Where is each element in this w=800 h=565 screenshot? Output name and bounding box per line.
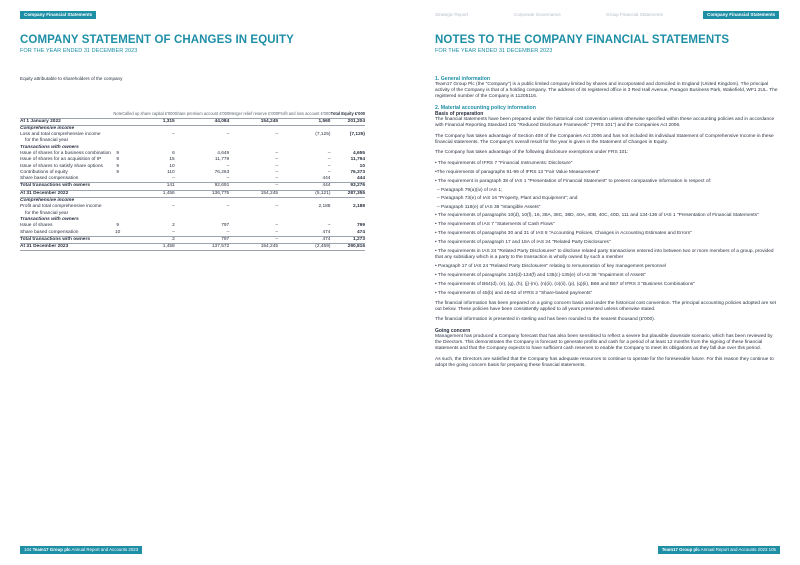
list-item: • The requirements of B64(d), (e), (g), (h), (j)-(m), (n)(ii), (o)(ii), (p), (q)(ii), B66 and B67 of IFRS 3 "Business Combinations"	[435, 282, 695, 288]
left-footer	[20, 546, 142, 554]
list-item: • The requirements of 45(b) and 46-52 of IFRS 2 "Share-based payments"	[435, 291, 593, 297]
table-row: Loss and total comprehensive income – – – (7,125) (7,125)	[20, 132, 365, 138]
section-heading-row: Comprehensive income	[20, 198, 75, 204]
list-item: • The requirements of paragraphs 10(d), 10(f), 16, 38A, 38C, 38D, 40A, 40B, 40C, 40D, 111 and 134-136 of IAS 1 "Presentation of Financial Statements"	[435, 212, 759, 218]
page-title: NOTES TO THE COMPANY FINANCIAL STATEMENTS	[435, 34, 730, 46]
right-top-nav	[400, 11, 800, 21]
table-row: Share based compensation – – – 444 444	[20, 176, 365, 182]
list-item: • The requirements of paragraphs 134(d)-134(f) and 135(c)-135(e) of IAS 36 "Impairment of Assets"	[435, 273, 647, 279]
subtotal-row: Total transactions with owners 2 797 – 474 1,273	[20, 236, 365, 242]
list-subitem: – Paragraph 118(e) of IAS 38 "Intangible Assets"	[437, 204, 541, 210]
list-item: • The requirements of paragraph 17 and 18A of IAS 24 "Related Party Disclosures"	[435, 239, 611, 245]
subheading-basis: Basis of preparation	[435, 110, 484, 117]
paragraph: The Company has taken advantage of Section 408 of the Companies Act 2006 and has not included its individual Statement of Comprehensive Income in these financial statements. The Company's overall result for the year is given in the Statement of Changes in Equity.	[435, 133, 774, 145]
table-row: Issue of shares for a business combination 9 6 4,649 – – 4,655	[20, 150, 365, 156]
header-share-capital: Called up share capital £'000	[122, 88, 175, 118]
list-item: • The requirements of IAS 7 "Statements of Cash Flows"	[435, 221, 555, 227]
table-row: Profit and total comprehensive income – – – 2,188 2,188	[20, 204, 365, 210]
list-subitem: – Paragraph 73(e) of IAS 16 "Property, Plant and Equipment"; and	[437, 196, 578, 202]
table-row: Contributions of equity 9 110 76,263 – – 76,373	[20, 169, 365, 175]
page-subtitle: FOR THE YEAR ENDED 31 DECEMBER 2023	[20, 48, 138, 54]
footer-company: Team17 Group plc	[661, 547, 700, 552]
header-label	[20, 88, 113, 118]
list-item: • Paragraph 17 of IAS 24 "Related Party Disclosures" relating to remuneration of key management personnel	[435, 264, 666, 270]
right-footer	[658, 546, 780, 554]
header-note: Note	[113, 88, 122, 118]
balance-row: At 31 December 2023 1,458 137,572 154,245 (2,459) 290,816	[20, 244, 365, 250]
left-top-nav	[0, 11, 400, 21]
tab-group-financial-statements[interactable]: Group Financial Statements	[606, 12, 663, 17]
paragraph: Team17 Group Plc (the "Company") is a public limited company limited by shares and incorporated and domiciled in England (United Kingdom). The principal activity of the Company is that of a holding company. The address of its registered office is 3 Red Hall Avenue, Paragon Business Park, Wakefield, WF1 2UL. The registered number of the Company is 11205116.	[435, 82, 778, 100]
list-item: • The requirements of paragraphs 30 and 31 of IAS 8 "Accounting Policies, Changes in Accounting Estimates and Errors"	[435, 230, 692, 236]
tab-corporate-governance[interactable]: Corporate Governance	[514, 12, 561, 17]
footer-company: Team17 Group plc	[32, 547, 71, 552]
table-row: At 1 January 2022 1,315 44,084 154,245 1,560 201,204	[20, 118, 365, 124]
balance-row: At 31 December 2022 1,456 136,775 154,245 (5,121) 287,355	[20, 190, 365, 196]
table-header-row	[20, 88, 365, 118]
page-subtitle: FOR THE YEAR ENDED 31 DECEMBER 2023	[435, 48, 553, 54]
table-row: Issue of shares for an acquisition of IP 9 15 11,779 – – 11,794	[20, 157, 365, 163]
footer-report: Annual Report and Accounts 2023	[700, 547, 768, 552]
header-share-premium: Share premium account £'000	[175, 88, 230, 118]
paragraph: The Company has taken advantage of the following disclosure exemptions under FRS 101:	[435, 150, 629, 156]
section-heading-policies: 2. Material accounting policy information	[435, 104, 536, 111]
subheading-going-concern: Going concern	[435, 327, 471, 334]
table-row: Issue of shares 9 2 797 – – 799	[20, 223, 365, 229]
page-number: 104	[24, 547, 32, 552]
exemptions-list	[435, 161, 780, 298]
tab-company-financial-statements[interactable]: Company Financial Statements	[703, 11, 779, 19]
header-merger-relief: Merger relief reserve £'000	[229, 88, 278, 118]
table-row-continuation: for the financial year	[25, 138, 69, 144]
table-row: Issue of shares to satisfy share options 9 10 – – – 10	[20, 163, 365, 169]
tab-strategic-report[interactable]: Strategic Report	[435, 12, 469, 17]
notes-body	[435, 74, 780, 373]
page-title: COMPANY STATEMENT OF CHANGES IN EQUITY	[20, 34, 294, 46]
header-total-equity: Total Equity £'000	[330, 88, 365, 118]
right-page	[400, 0, 800, 565]
section-heading-row: Transactions with owners	[20, 216, 79, 222]
paragraph: The financial information has been prepared on a going concern basis and under the historical cost convention. The principal accounting policies adopted are set out below. These policies have been consistently applied to all years presented unless otherwise stated.	[435, 300, 776, 312]
section-heading-row: Comprehensive income	[20, 125, 75, 131]
table-row: Share based compensation 10 – – – 474 474	[20, 229, 365, 235]
changes-in-equity-table	[20, 88, 365, 251]
list-item: • The requirement in paragraph 38 of IAS 1 "Presentation of Financial Statement" to present comparative information in respect of:	[435, 179, 712, 185]
page-number: 105	[768, 547, 776, 552]
list-item: • The requirements of IFRS 7 "Financial Instruments: Disclosure"	[435, 161, 573, 167]
table-row-continuation: for the financial year	[25, 210, 69, 216]
subtotal-row: Total transactions with owners 141 92,691 – 444 93,276	[20, 183, 365, 189]
header-profit-loss: Profit and loss account £'000	[278, 88, 330, 118]
paragraph: Management has produced a Company forecast that has also been sensitised to reflect a severe but plausible downside scenario, which has been reviewed by the Directors. This demonstrates the Company is forecast to generate profits and cash for a period of at least 12 months from the signing of these financial statements and that the Company expects to have sufficient cash reserves to enable the Company to meet its obligations as they fall due over this period.	[435, 333, 773, 352]
section-heading-row: Transactions with owners	[20, 144, 79, 150]
paragraph: As such, the Directors are satisfied that the Company has adequate resources to continue to operate for the foreseeable future. For this reason they continue to adopt the going concern basis for preparing these financial statements.	[435, 356, 774, 368]
section-heading-general: 1. General information	[435, 76, 491, 82]
paragraph: The financial information is presented in sterling and has been rounded to the nearest thousand (£'000).	[435, 317, 656, 323]
footer-report: Annual Report and Accounts 2023	[71, 547, 139, 552]
list-subitem: – Paragraph 79(a)(iv) of IAS 1;	[437, 188, 503, 194]
list-item: •The requirements of paragraphs 91-99 of IFRS 13 "Fair Value Measurement"	[435, 170, 600, 176]
tab-company-financial-statements[interactable]: Company Financial Statements	[20, 11, 96, 19]
paragraph: The financial statements have been prepared under the historical cost convention unless otherwise specified within these accounting policies and in accordance with Financial Reporting Standard 101 "Reduced Disclosure Framework" ("FRS 101") and the Companies Act 2006.	[435, 117, 775, 129]
table-caption: Equity attributable to shareholders of the company	[20, 76, 123, 81]
list-item: • The requirements in IAS 24 "Related Party Disclosures" to disclose related party transactions entered into between two or more members of a group, provided that any subsidiary which is a party to the transaction is wholly owned by such a member	[435, 248, 774, 261]
